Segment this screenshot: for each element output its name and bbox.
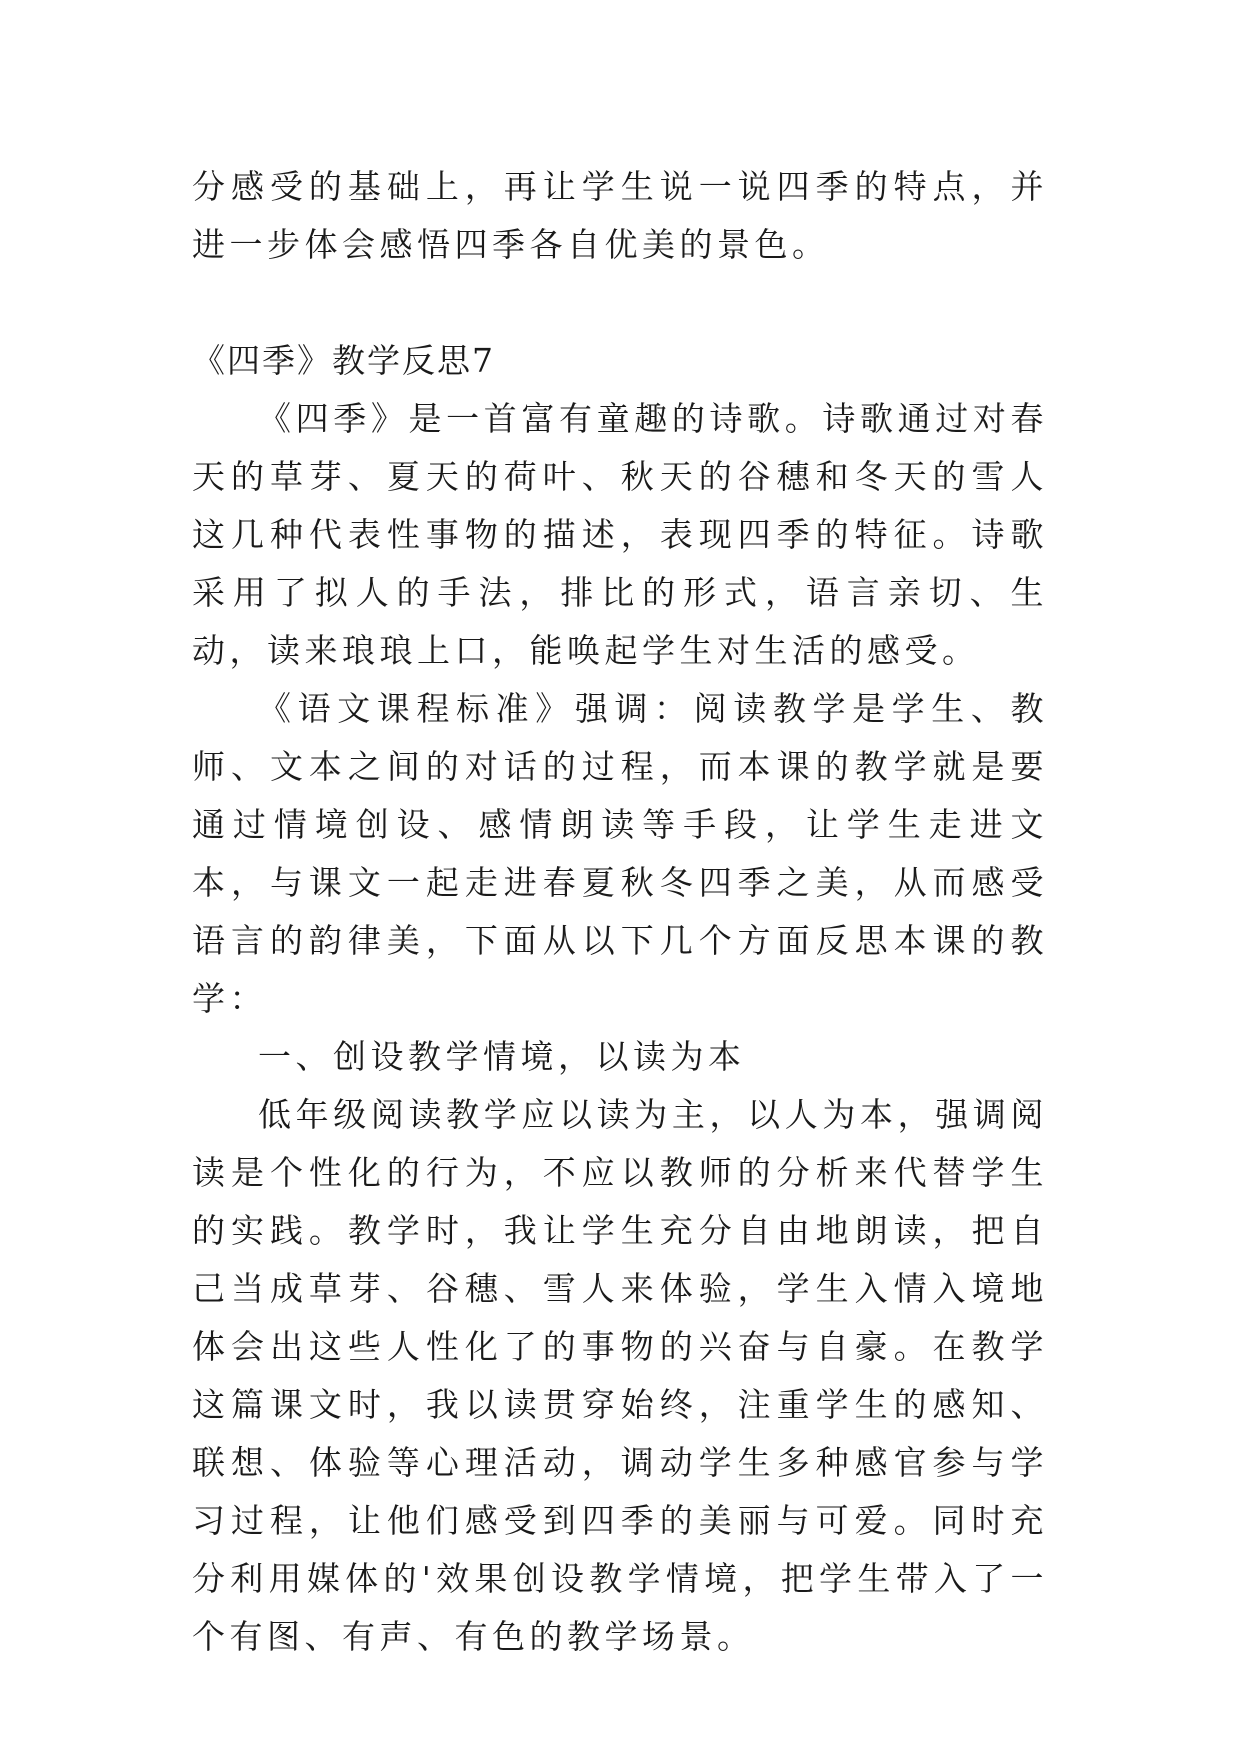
subheading-reading-situation: 一、创设教学情境，以读为本 xyxy=(258,1037,746,1076)
section-title: 《四季》教学反思7 xyxy=(192,341,495,380)
document-body xyxy=(192,158,1048,1666)
paragraph-poem-intro: 《四季》是一首富有童趣的诗歌。诗歌通过对春天的草芽、夏天的荷叶、秋天的谷穗和冬天的雪人这几种代表性事物的描述，表现四季的特征。诗歌采用了拟人的手法，排比的形式，语言亲切、生动，读来琅琅上口，能唤起学生对生活的感受。 xyxy=(192,399,1048,670)
paragraph-gap xyxy=(192,274,1048,332)
paragraph-reading-teaching: 低年级阅读教学应以读为主，以人为本，强调阅读是个性化的行为，不应以教师的分析来代替学生的实践。教学时，我让学生充分自由地朗读，把自己当成草芽、谷穗、雪人来体验，学生入情入境地体会出这些人性化了的事物的兴奋与自豪。在教学这篇课文时，我以读贯穿始终，注重学生的感知、联想、体验等心理活动，调动学生多种感官参与学习过程，让他们感受到四季的美丽与可爱。同时充分利用媒体的'效果创设教学情境，把学生带入了一个有图、有声、有色的教学场景。 xyxy=(192,1095,1048,1656)
paragraph-curriculum-standard: 《语文课程标准》强调：阅读教学是学生、教师、文本之间的对话的过程，而本课的教学就是要通过情境创设、感情朗读等手段，让学生走进文本，与课文一起走进春夏秋冬四季之美，从而感受语言的韵律美，下面从以下几个方面反思本课的教学： xyxy=(192,689,1048,1018)
intro-paragraph: 分感受的基础上，再让学生说一说四季的特点，并进一步体会感悟四季各自优美的景色。 xyxy=(192,167,1048,264)
